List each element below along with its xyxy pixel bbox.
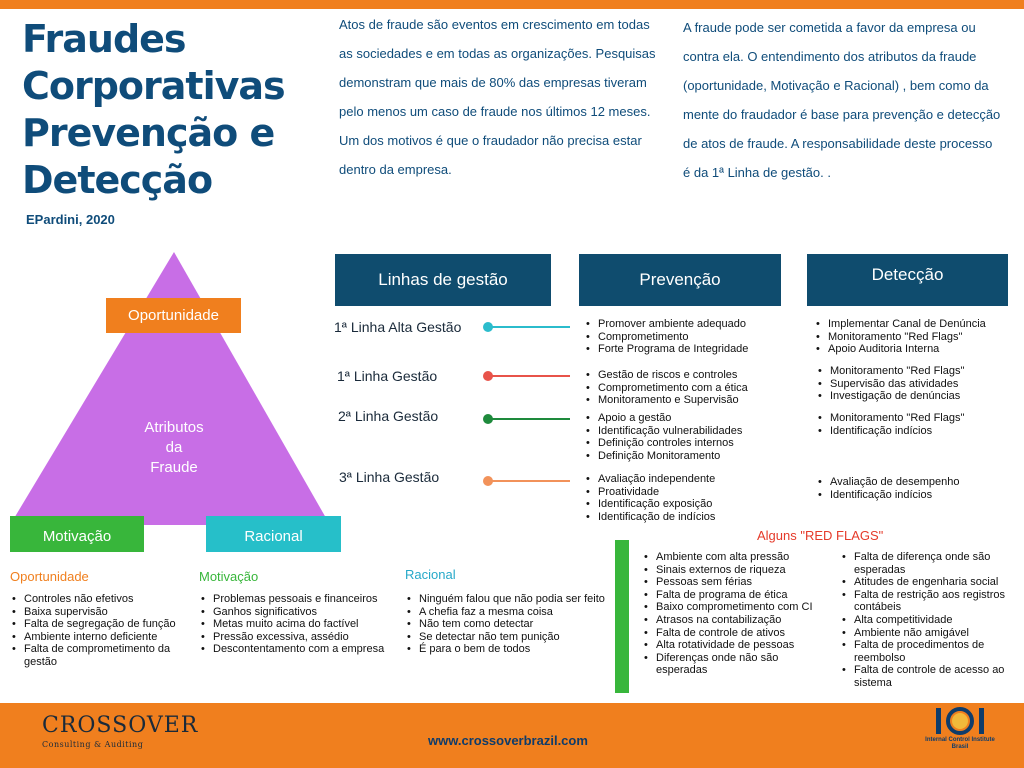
list-item: • Falta de diferença onde são esperadas: [840, 551, 1018, 576]
line-label-alta-gestao: 1ª Linha Alta Gestão: [334, 319, 462, 335]
line-label-1-gestao: 1ª Linha Gestão: [337, 368, 438, 384]
triangle-center-label: Atributos da Fraude: [144, 419, 204, 476]
list-item: • Se detectar não tem punição: [405, 631, 605, 644]
list-item: • Supervisão das atividades: [816, 378, 1016, 391]
intro-paragraph-1: Atos de fraude são eventos em crescimento em todas as sociedades e em todas as organizações. Pesquisas demonstram que mais de 80% das empresas tiveram pelo menos um caso de fraude nos últimos 12 meses. Um dos motivos é que o fraudador não precisa estar dentro da empresa.: [339, 17, 656, 177]
list-item: • Falta de controle de acesso ao sistema: [840, 664, 1018, 689]
list-item: • Ninguém falou que não podia ser feito: [405, 593, 605, 606]
list-item: • Definição controles internos: [584, 437, 794, 450]
red-flags-accent-bar: [615, 540, 629, 693]
detection-list-1: [814, 318, 1019, 356]
list-item: • É para o bem de todos: [405, 643, 605, 656]
list-item: • Ambiente interno deficiente: [10, 631, 202, 644]
ici-logo-icon: [934, 706, 986, 736]
list-item: • Avaliação de desempenho: [816, 476, 1016, 489]
line-connector: [490, 375, 570, 377]
detection-list-2: [816, 365, 1016, 403]
page-title: Fraudes Corporativas Prevenção e Detecção: [22, 17, 285, 202]
crossover-logo-subtitle: Consulting & Auditing: [42, 740, 144, 749]
line-connector: [490, 480, 570, 482]
list-item: • Comprometimento: [584, 331, 794, 344]
list-item: • Identificação exposição: [584, 498, 794, 511]
list-item: • Baixo comprometimento com CI: [642, 601, 826, 614]
triangle-shape: [10, 252, 330, 525]
list-item: • Monitoramento e Supervisão: [584, 394, 794, 407]
list-item: • Avaliação independente: [584, 473, 794, 486]
list-item: • Metas muito acima do factível: [199, 618, 397, 631]
website-link[interactable]: www.crossoverbrazil.com: [428, 733, 588, 748]
list-item: • Diferenças onde não são esperadas: [642, 652, 826, 677]
header-detection: Detecção: [807, 254, 1008, 306]
list-item: • Apoio a gestão: [584, 412, 794, 425]
line-connector: [490, 418, 570, 420]
prevention-list-2: [584, 369, 794, 407]
list-item: • Definição Monitoramento: [584, 450, 794, 463]
list-item: • Identificação de indícios: [584, 511, 794, 524]
ici-logo-text: Internal Control Institute Brasil: [925, 737, 995, 750]
list-item: • Falta de restrição aos registros contábeis: [840, 589, 1018, 614]
list-item: • Monitoramento "Red Flags": [816, 412, 1016, 425]
fraud-triangle: [0, 240, 340, 560]
attr-title-oportunidade: Oportunidade: [10, 569, 89, 584]
header-prevention: Prevenção: [579, 254, 781, 306]
prevention-list-3: [584, 412, 794, 462]
list-item: • Proatividade: [584, 486, 794, 499]
attr-title-motivacao: Motivação: [199, 569, 259, 584]
list-item: • Controles não efetivos: [10, 593, 202, 606]
author-credit: EPardini, 2020: [26, 212, 115, 227]
red-flags-list-right: [840, 551, 1018, 690]
list-item: • Ambiente com alta pressão: [642, 551, 826, 564]
list-item: • Atitudes de engenharia social: [840, 576, 1018, 589]
list-item: • Falta de controle de ativos: [642, 627, 826, 640]
list-item: • Descontentamento com a empresa: [199, 643, 397, 656]
line-connector: [490, 326, 570, 328]
list-item: • Implementar Canal de Denúncia: [814, 318, 1019, 331]
list-item: • Falta de procedimentos de reembolso: [840, 639, 1018, 664]
list-item: • Monitoramento "Red Flags": [816, 365, 1016, 378]
triangle-label-oportunidade: Oportunidade: [106, 298, 241, 333]
list-item: • Sinais externos de riqueza: [642, 564, 826, 577]
list-item: • Promover ambiente adequado: [584, 318, 794, 331]
red-flags-list-left: [642, 551, 826, 677]
detection-list-3: [816, 412, 1016, 437]
attr-list-motivacao: [199, 593, 397, 656]
list-item: • Falta de programa de ética: [642, 589, 826, 602]
list-item: • Gestão de riscos e controles: [584, 369, 794, 382]
list-item: • Identificação indícios: [816, 489, 1016, 502]
attr-list-oportunidade: [10, 593, 202, 669]
detection-list-4: [816, 476, 1016, 501]
triangle-label-racional: Racional: [206, 516, 341, 552]
list-item: • Apoio Auditoria Interna: [814, 343, 1019, 356]
list-item: • Alta rotatividade de pessoas: [642, 639, 826, 652]
crossover-logo: CROSSOVER: [42, 713, 199, 738]
list-item: • Falta de segregação de função: [10, 618, 202, 631]
list-item: • A chefia faz a mesma coisa: [405, 606, 605, 619]
list-item: • Problemas pessoais e financeiros: [199, 593, 397, 606]
list-item: • Atrasos na contabilização: [642, 614, 826, 627]
list-item: • Identificação vulnerabilidades: [584, 425, 794, 438]
list-item: • Pressão excessiva, assédio: [199, 631, 397, 644]
attr-list-racional: [405, 593, 605, 656]
red-flags-title: Alguns "RED FLAGS": [757, 528, 884, 543]
intro-paragraph-2: A fraude pode ser cometida a favor da empresa ou contra ela. O entendimento dos atributos da fraude (oportunidade, Motivação e Racional) , bem como da mente do fraudador é base para prevenção e detecção de atos de fraude. A responsabilidade deste processo é da 1ª Linha de gestão. .: [683, 20, 1001, 180]
list-item: • Investigação de denúncias: [816, 390, 1016, 403]
list-item: • Ganhos significativos: [199, 606, 397, 619]
list-item: • Baixa supervisão: [10, 606, 202, 619]
list-item: • Falta de comprometimento da gestão: [10, 643, 202, 668]
list-item: • Forte Programa de Integridade: [584, 343, 794, 356]
list-item: • Pessoas sem férias: [642, 576, 826, 589]
line-label-3-gestao: 3ª Linha Gestão: [339, 469, 440, 485]
attr-title-racional: Racional: [405, 567, 456, 582]
list-item: • Identificação indícios: [816, 425, 1016, 438]
list-item: • Monitoramento "Red Flags": [814, 331, 1019, 344]
prevention-list-1: [584, 318, 794, 356]
line-label-2-gestao: 2ª Linha Gestão: [338, 408, 439, 424]
list-item: • Alta competitividade: [840, 614, 1018, 627]
triangle-label-motivacao: Motivação: [10, 516, 144, 552]
top-accent-bar: [0, 0, 1024, 9]
header-lines: Linhas de gestão: [335, 254, 551, 306]
list-item: • Comprometimento com a ética: [584, 382, 794, 395]
prevention-list-4: [584, 473, 794, 523]
list-item: • Não tem como detectar: [405, 618, 605, 631]
list-item: • Ambiente não amigável: [840, 627, 1018, 640]
